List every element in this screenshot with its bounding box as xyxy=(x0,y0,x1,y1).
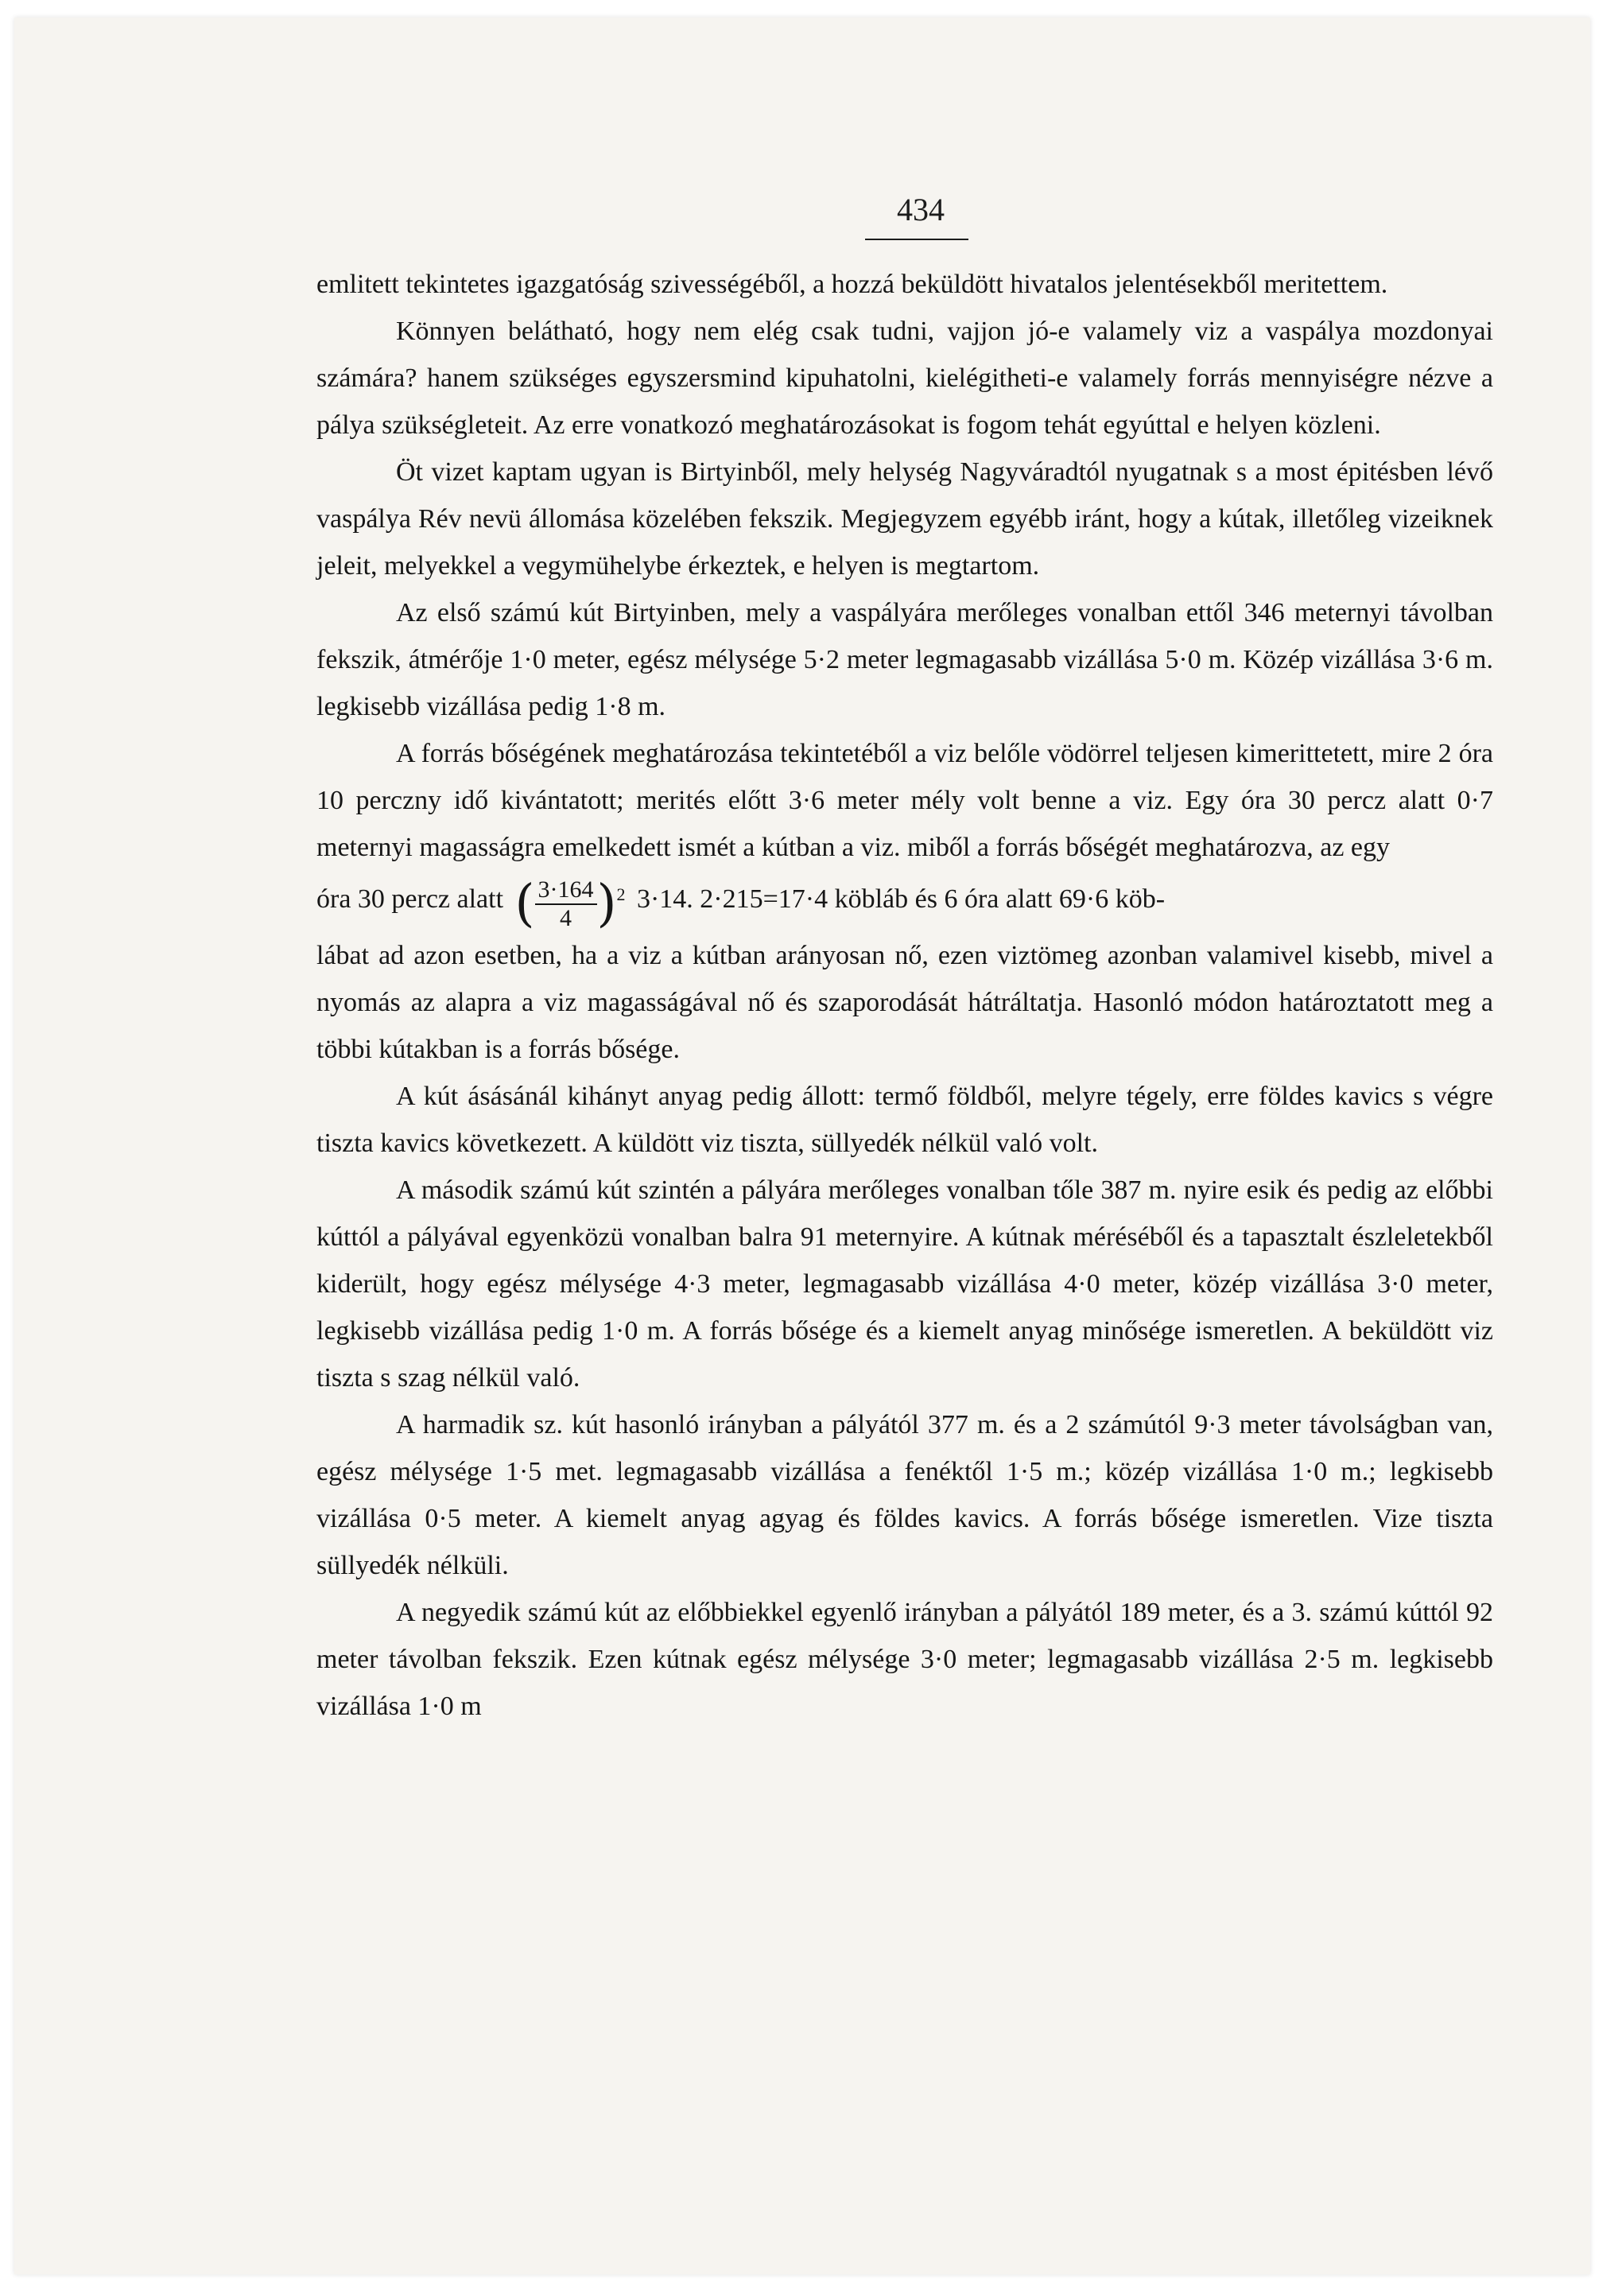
paragraph: A kút ásásánál kihányt anyag pedig állott: termő földből, melyre tégely, erre földes kavics s végre tiszta kavics következett. A küldött viz tiszta, süllyedék nélkül való volt. xyxy=(316,1081,1493,1158)
left-paren-icon: ( xyxy=(514,874,535,934)
paragraph: A harmadik sz. kút hasonló irányban a pályától 377 m. és a 2 számútól 9·3 meter távolságban van, egész mélysége 1·5 met. legmagasabb vizállása a fenéktől 1·5 m.; közép vizállása 1·0 m.; legkisebb vizállása 0·5 meter. A kiemelt anyag agyag és földes kavics. A forrás bősége ismeretlen. Vize tiszta süllyedék nélküli. xyxy=(316,1409,1493,1580)
page-number-rule xyxy=(865,239,968,240)
paragraph: A forrás bőségének meghatározása tekintetéből a viz belőle vödörrel teljesen kimerittetett, mire 2 óra 10 perczny idő kivántatott; merités előtt 3·6 meter mély volt benne a viz. Egy óra 30 percz alatt 0·7 meternyi magasságra emelkedett ismét a kútban a viz. miből a forrás bőségét meghatározva, az egy xyxy=(316,739,1493,862)
paragraph: A negyedik számú kút az előbbiekkel egyenlő irányban a pályától 189 meter, és a 3. számú kúttól 92 meter távolban fekszik. Ezen kútnak egész mélysége 3·0 meter; legmagasabb vizállása 2·5 m. legkisebb vizállása 1·0 m xyxy=(316,1597,1493,1721)
formula-line xyxy=(316,871,1493,932)
paragraph: Öt vizet kaptam ugyan is Birtyinből, mely helység Nagyváradtól nyugatnak s a most épitésben lévő vaspálya Rév nevü állomása közelében fekszik. Megjegyzem egyébb iránt, hogy a kútak, illetőleg vizeiknek jeleit, melyekkel a vegymühelybe érkeztek, e helyen is megtartom. xyxy=(316,457,1493,581)
fraction-numerator: 3·164 xyxy=(535,876,597,905)
right-paren-icon: ) xyxy=(596,874,617,934)
paragraph: A második számú kút szintén a pályára merőleges vonalban tőle 387 m. nyire esik és pedig az előbbi kúttól a pályával egyenközü vonalban balra 91 meternyire. A kútnak méréséből és a tapasztalt észleletekből kiderült, hogy egész mélysége 4·3 meter, legmagasabb vizállása 4·0 meter, közép vizállása 3·0 meter, legkisebb vizállása pedig 1·0 m. A forrás bősége és a kiemelt anyag minősége ismeretlen. A beküldött viz tiszta s szag nélkül való. xyxy=(316,1175,1493,1393)
formula-text-before: óra 30 percz alatt xyxy=(316,884,504,915)
fraction xyxy=(535,876,597,932)
paragraph: emlitett tekintetes igazgatóság szivességéből, a hozzá beküldött hivatalos jelentésekből meritettem. xyxy=(316,270,1388,299)
paragraph: Könnyen belátható, hogy nem elég csak tudni, vajjon jó-e valamely viz a vaspálya mozdonyai számára? hanem szükséges egyszersmind kipuhatolni, kielégitheti-e valamely forrás mennyiségre nézve a pálya szükségleteit. Az erre vonatkozó meghatározásokat is fogom tehát egyúttal e helyen közleni. xyxy=(316,317,1493,440)
page-number: 434 xyxy=(897,192,945,227)
body-text xyxy=(316,261,1493,1730)
fraction-group xyxy=(515,871,626,932)
scanned-page xyxy=(14,17,1590,2275)
fraction-exponent: 2 xyxy=(616,884,626,904)
paragraph: Az első számú kút Birtyinben, mely a vaspályára merőleges vonalban ettől 346 meternyi távolban fekszik, átmérője 1·0 meter, egész mélysége 5·2 meter legmagasabb vizállása 5·0 m. Közép vizállása 3·6 m. legkisebb vizállása pedig 1·8 m. xyxy=(316,598,1493,721)
fraction-denominator: 4 xyxy=(560,904,572,931)
formula-text-after: 3·14. 2·215=17·4 köbláb és 6 óra alatt 69·6 köb- xyxy=(636,884,1166,915)
paragraph: lábat ad azon esetben, ha a viz a kútban arányosan nő, ezen viztömeg azonban valamivel kisebb, mivel a nyomás az alapra a viz magasságával nő és szaporodását hátráltatja. Hasonló módon határoztatott meg a többi kútakban is a forrás bősége. xyxy=(316,940,1493,1064)
